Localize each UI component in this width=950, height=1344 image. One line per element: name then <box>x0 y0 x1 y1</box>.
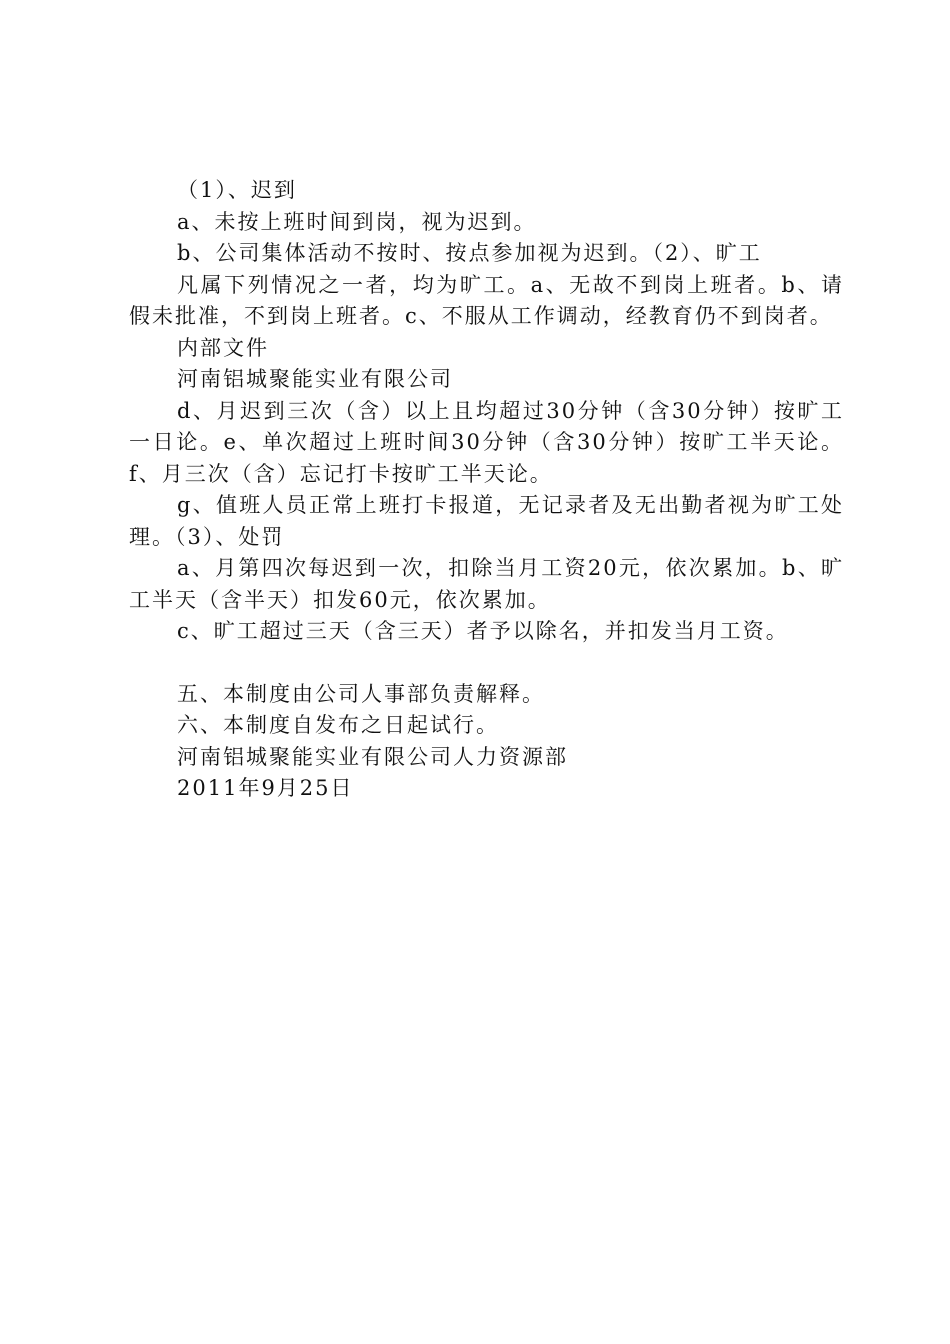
paragraph-late-heading: （1）、迟到 <box>177 178 297 202</box>
paragraph-internal-document: 内部文件 <box>177 335 269 360</box>
paragraph-company-name: 河南铝城聚能实业有限公司 <box>177 367 453 391</box>
document-body <box>129 175 844 805</box>
paragraph-section-six: 六、本制度自发布之日起试行。 <box>177 713 499 737</box>
paragraph-issuer: 河南铝城聚能实业有限公司人力资源部 <box>177 744 568 769</box>
paragraph-penalty-c: c、旷工超过三天（含三天）者予以除名，并扣发当月工资。 <box>177 619 789 643</box>
paragraph-absence-rules: 凡属下列情况之一者，均为旷工。a、无故不到岗上班者。b、请假未批准，不到岗上班者。c、不服从工作调动，经教育仍不到岗者。 <box>129 272 844 328</box>
paragraph-penalty-ab: a、月第四次每迟到一次，扣除当月工资20元，依次累加。b、旷工半天（含半天）扣发60元，依次累加。 <box>129 556 844 612</box>
paragraph-spacer <box>129 648 844 679</box>
paragraph-date: 2011年9月25日 <box>177 776 354 800</box>
paragraph-late-rule-b: b、公司集体活动不按时、按点参加视为迟到。（2）、旷工 <box>177 241 762 265</box>
paragraph-section-five: 五、本制度由公司人事部负责解释。 <box>177 681 545 706</box>
paragraph-absence-rules-def: d、月迟到三次（含）以上且均超过30分钟（含30分钟）按旷工一日论。e、单次超过上班时间30分钟（含30分钟）按旷工半天论。f、月三次（含）忘记打卡按旷工半天论。 <box>129 398 844 486</box>
paragraph-late-rule-a: a、未按上班时间到岗，视为迟到。 <box>177 209 537 234</box>
paragraph-absence-rule-g: g、值班人员正常上班打卡报道，无记录者及无出勤者视为旷工处理。（3）、处罚 <box>129 493 844 549</box>
